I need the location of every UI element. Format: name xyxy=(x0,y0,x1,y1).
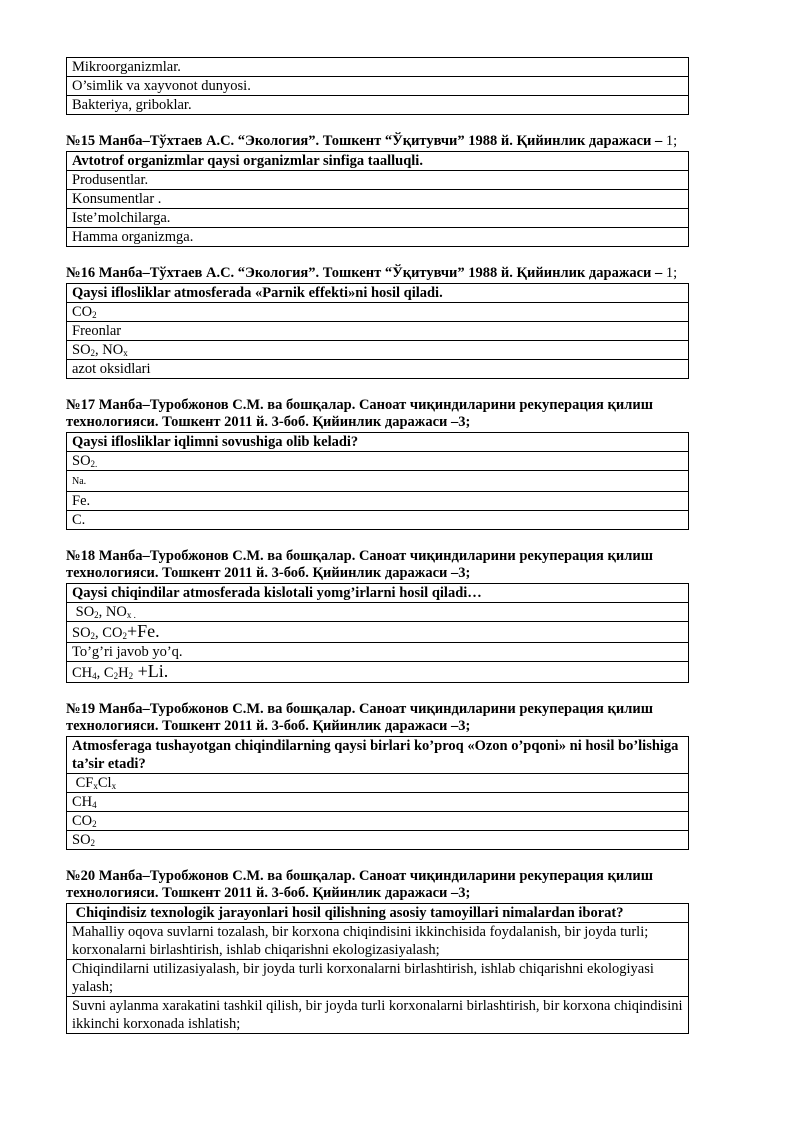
answer-option: $CO_2$ xyxy=(67,303,689,322)
answer-option: azot oksidlari xyxy=(67,360,689,379)
question-header-15: №15 Манба–Тўхтаев А.С. “Экология”. Тошкент “Ўқитувчи” 1988 й. Қийинлик даражаси – 1; xyxy=(66,133,678,149)
answer-option: $SO_2$ xyxy=(67,831,689,850)
question-table-19 xyxy=(66,736,689,850)
question-header-20: №20 Манба–Туробжонов С.М. ва бошқалар. Саноат чиқиндиларини рекуперация қилиш технологияси. Тошкент 2011 й. 3-боб. Қийинлик даражаси –3; xyxy=(66,868,653,901)
answer-option: To’g’ri javob yo’q. xyxy=(67,643,689,662)
question-header-19: №19 Манба–Туробжонов С.М. ва бошқалар. Саноат чиқиндиларини рекуперация қилиш технологияси. Тошкент 2011 й. 3-боб. Қийинлик даражаси –3; xyxy=(66,701,653,734)
answer-option: Konsumentlar . xyxy=(67,190,689,209)
answer-option: Hamma organizmga. xyxy=(67,228,689,247)
question-text: Chiqindisiz texnologik jarayonlari hosil qilishning asosiy tamoyillari nimalardan iborat? xyxy=(67,904,689,923)
question-text: Atmosferaga tushayotgan chiqindilarning qaysi birlari ko’proq «Ozon o’pqoni» ni hosil bo’lishiga ta’sir etadi? xyxy=(67,737,689,774)
question-table-15 xyxy=(66,151,689,247)
answer-option: Suvni aylanma xarakatini tashkil qilish, bir joyda turli korxonalarni birlashtirish, bir korxona chiqindisini ikkinchi korxonada ishlatish; xyxy=(67,997,689,1034)
answer-option: Bakteriya, griboklar. xyxy=(67,96,689,115)
question-header-18: №18 Манба–Туробжонов С.М. ва бошқалар. Саноат чиқиндиларини рекуперация қилиш технологияси. Тошкент 2011 й. 3-боб. Қийинлик даражаси –3; xyxy=(66,548,653,581)
question-table-20 xyxy=(66,903,689,1034)
answer-option: Produsentlar. xyxy=(67,171,689,190)
answer-option: Fe. xyxy=(67,492,689,511)
answer-option: $SO_{2.}$ xyxy=(67,452,689,471)
question-text: Avtotrof organizmlar qaysi organizmlar sinfiga taalluqli. xyxy=(67,152,689,171)
question-text: Qaysi iflosliklar iqlimni sovushiga olib keladi? xyxy=(67,433,689,452)
question-table-18 xyxy=(66,583,689,683)
document-page xyxy=(66,57,690,1034)
answer-option: Freonlar xyxy=(67,322,689,341)
answer-option: C. xyxy=(67,511,689,530)
answer-option: $CH_4$, $C_2H_2 +Li$. xyxy=(67,662,689,683)
answer-option: $CH_4$ xyxy=(67,793,689,812)
answer-option: $SO_2$, $NO_x$ xyxy=(67,341,689,360)
answer-option: Na. xyxy=(67,471,689,492)
answer-option: Mikroorganizmlar. xyxy=(67,58,689,77)
question-header-16: №16 Манба–Тўхтаев А.С. “Экология”. Тошкент “Ўқитувчи” 1988 й. Қийинлик даражаси – 1; xyxy=(66,265,678,281)
question-text: Qaysi iflosliklar atmosferada «Parnik effekti»ni hosil qiladi. xyxy=(67,284,689,303)
answer-option: Iste’molchilarga. xyxy=(67,209,689,228)
answer-option: $CO_2$ xyxy=(67,812,689,831)
question-table-16 xyxy=(66,283,689,379)
answer-option: $SO_2$, $NO_{x .}$ xyxy=(67,603,689,622)
answers-table-q14 xyxy=(66,57,689,115)
question-header-17: №17 Манба–Туробжонов С.М. ва бошқалар. Саноат чиқиндиларини рекуперация қилиш технологияси. Тошкент 2011 й. 3-боб. Қийинлик даражаси –3; xyxy=(66,397,653,430)
answer-option: Chiqindilarni utilizasiyalash, bir joyda turli korxonalarni birlashtirish, ishlab chiqarishni ekologiyasi yalash; xyxy=(67,960,689,997)
answer-option: $SO_2$, $CO_2+Fe$. xyxy=(67,622,689,643)
answer-option: $CF_xCl_x$ xyxy=(67,774,689,793)
question-text: Qaysi chiqindilar atmosferada kislotali yomg’irlarni hosil qiladi… xyxy=(67,584,689,603)
question-table-17 xyxy=(66,432,689,530)
answer-option: O’simlik va xayvonot dunyosi. xyxy=(67,77,689,96)
answer-option: Mahalliy oqova suvlarni tozalash, bir korxona chiqindisini ikkinchisida foydalanish, bir joyda turli; korxonalarni birlashtirish, ishlab chiqarishni ekologizasiyalash; xyxy=(67,923,689,960)
